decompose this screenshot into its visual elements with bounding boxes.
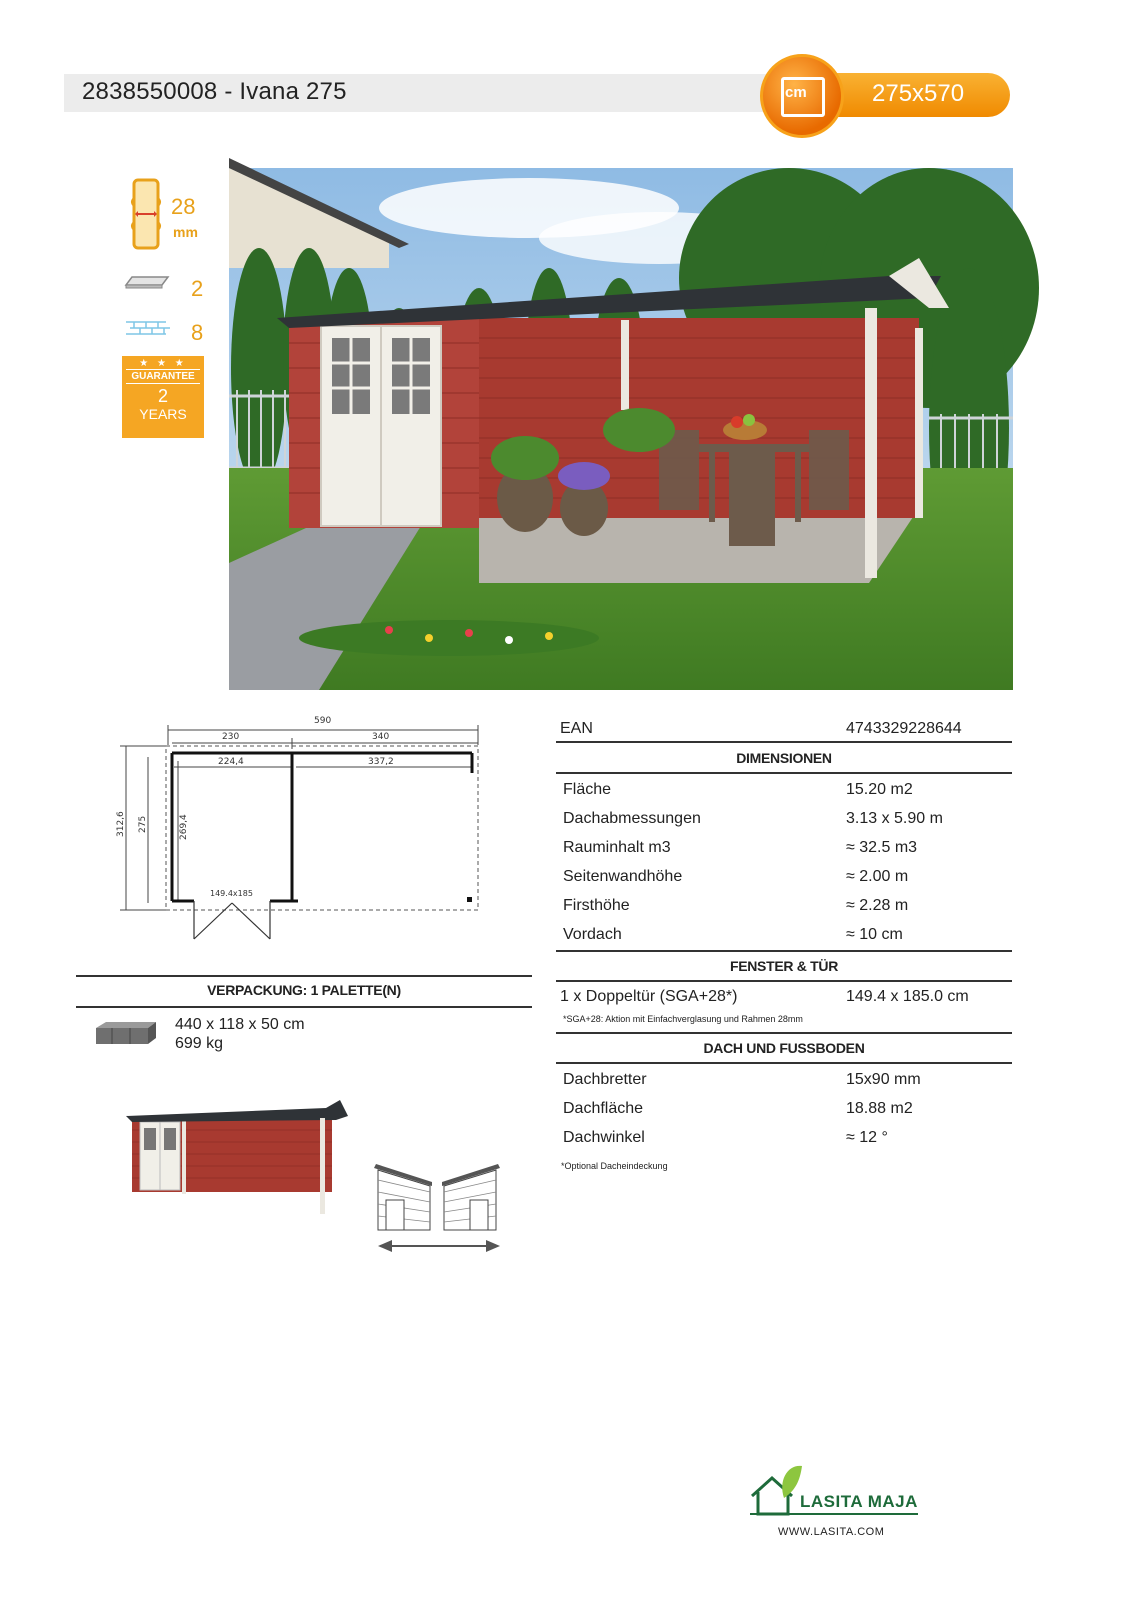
divider — [556, 950, 1012, 952]
spec-value: ≈ 2.00 m — [846, 868, 909, 885]
spec-label: Vordach — [563, 926, 622, 943]
packaging-weight: 699 kg — [175, 1035, 224, 1052]
spec-value: 18.88 m2 — [846, 1100, 913, 1117]
plan-door: 149.4x185 — [210, 889, 253, 898]
roofing-icon — [124, 318, 172, 340]
section-windows: FENSTER & TÜR — [729, 958, 839, 974]
mirror-layout-icon — [374, 1150, 504, 1250]
wall-plank-icon — [126, 178, 166, 250]
pallet-icon — [92, 1018, 160, 1046]
roofing-count: 8 — [191, 320, 204, 345]
divider — [556, 980, 1012, 982]
packaging-dimensions: 440 x 118 x 50 cm — [175, 1016, 305, 1033]
door-label: 1 x Doppeltür (SGA+28*) — [560, 988, 738, 1005]
ruler-cm-icon — [760, 54, 844, 138]
spec-label: Dachwinkel — [563, 1129, 645, 1146]
spec-label: Dachabmessungen — [563, 810, 701, 827]
plan-depth: 275 — [138, 815, 148, 833]
floor-plan — [110, 716, 500, 965]
guarantee-years-number: 2 — [157, 386, 168, 406]
spec-label: Rauminhalt m3 — [563, 839, 671, 856]
roof-note: *Optional Dacheindeckung — [561, 1161, 668, 1171]
spec-label: Fläche — [563, 781, 612, 798]
divider — [76, 1006, 532, 1008]
product-title: 2838550008 - Ivana 275 — [82, 78, 347, 105]
spec-label: Seitenwandhöhe — [563, 868, 683, 885]
wall-thickness-value: 28 — [171, 194, 196, 219]
spec-label: Dachfläche — [563, 1100, 644, 1117]
plan-inner-left: 224,4 — [218, 757, 244, 767]
spec-value: 15x90 mm — [846, 1071, 921, 1088]
divider — [556, 1062, 1012, 1064]
door-value: 149.4 x 185.0 cm — [846, 988, 969, 1005]
divider — [556, 772, 1012, 774]
cm-label: cm — [785, 84, 807, 101]
plan-outer-depth: 312,6 — [116, 811, 126, 837]
guarantee-badge — [122, 356, 204, 438]
divider — [76, 975, 532, 977]
divider — [556, 1032, 1012, 1034]
guarantee-years-label: YEARS — [139, 406, 187, 422]
window-count: 2 — [191, 276, 204, 301]
dimension-value: 275x570 — [872, 80, 965, 107]
spec-value: ≈ 2.28 m — [846, 897, 909, 914]
spec-label: Dachbretter — [563, 1071, 647, 1088]
door-note: *SGA+28: Aktion mit Einfachverglasung und Rahmen 28mm — [563, 1014, 803, 1024]
window-icon — [124, 273, 170, 291]
plan-left-width: 230 — [222, 732, 240, 742]
plan-inner-right: 337,2 — [368, 757, 394, 767]
packaging-title: VERPACKUNG: 1 PALETTE(N) — [207, 982, 401, 998]
spec-value: ≈ 12 ° — [846, 1129, 888, 1146]
plan-inner-depth: 269,4 — [179, 814, 189, 840]
spec-value: 15.20 m2 — [846, 781, 913, 798]
product-photo — [229, 168, 1013, 690]
shed-illustration — [126, 1100, 352, 1218]
ean-value: 4743329228644 — [846, 720, 962, 737]
plan-total-width: 590 — [314, 716, 332, 726]
guarantee-label: GUARANTEE — [126, 369, 200, 384]
divider — [556, 741, 1012, 743]
ean-label: EAN — [560, 720, 593, 737]
spec-value: ≈ 32.5 m3 — [846, 839, 918, 856]
spec-value: ≈ 10 cm — [846, 926, 903, 943]
wall-thickness-unit: mm — [173, 224, 198, 240]
plan-right-width: 340 — [372, 732, 390, 742]
brand-url[interactable]: WWW.LASITA.COM — [778, 1526, 885, 1538]
spec-label: Firsthöhe — [563, 897, 630, 914]
section-dimensions: DIMENSIONEN — [736, 750, 832, 766]
section-roof: DACH UND FUSSBODEN — [703, 1040, 865, 1056]
brand-name: LASITA MAJA — [800, 1492, 918, 1511]
star-icon: ★ ★ ★ — [139, 358, 187, 369]
spec-value: 3.13 x 5.90 m — [846, 810, 943, 827]
